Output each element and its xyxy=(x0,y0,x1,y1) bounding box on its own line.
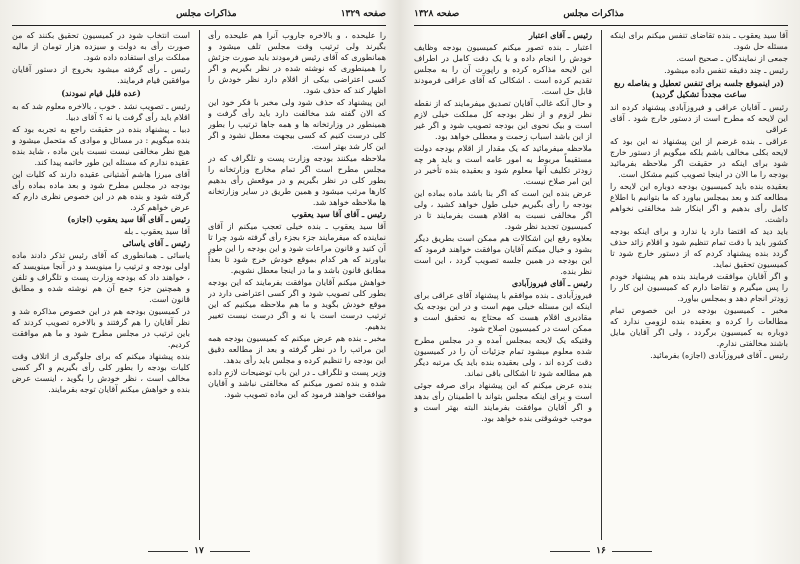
paragraph: در کمیسیون بودجه هم در این خصوص مذاکره شد و نظر آقایان را هم گرفتند و بالاخره تصویب کردند که باین ترتیب در مجلس مطرح شود و ما هم موافقت کردیم. xyxy=(12,306,190,349)
right-header-rule xyxy=(414,25,788,26)
paragraph: مخبر ـ کمیسیون بودجه در این خصوص تمام مطالعات را کرده و بعقیده بنده لزومی ندارد که دوباره به کمیسیون برگردد ، ولی اگر آقایان مایل باشند مخالفتی ندارم. xyxy=(610,305,788,348)
speaker-heading: رئیس ـ آقای آقا سید یعقوب (اجازه) xyxy=(67,214,190,224)
left-page-left-column xyxy=(12,30,190,540)
paragraph: باید دید که اقتضا دارد یا ندارد و برای اینکه بودجه کشور باید با دقت تمام تنظیم شود و اقلام زائد حذف گردد بنده پیشنهاد کردم که از دستور خارج شود تا کمیسیون تحقیق نماید. xyxy=(610,226,788,269)
paragraph: رئیس ـ تصویب نشد . خوب ، بالاخره معلوم شد که به اقلام باید رأی گرفت یا نه ؟ آقای دبیا. xyxy=(12,101,190,122)
paragraph: یاسائی ـ همانطوری که آقای رئیس تذکر دادند ماده اولی بودجه و ترتیب را مینویسد و در آنجا مینویسد که ، خواهند داد که بودجه وزارت پست و تلگراف و تلفن و همچنین جزء جمع آن هم نوشته شده و مطابق قانون است. xyxy=(12,250,190,304)
paragraph: رئیس ـ رأی گرفته میشود بخروج از دستور آقایان موافقین قیام فرمایند. xyxy=(12,64,190,85)
left-page-number-label: صفحه ۱۳۲۹ xyxy=(340,9,386,19)
paragraph: را علیحده ، و بالاخره جاروب آنرا هم علیحده رأی بگیرند ولی ترتیب وقت مجلس تلف میشود و همانطوری که آقای رئیس فرمودند باید صورت جزئش را همینطوری که نوشته شده در نظر بگیریم و اگر کسی اعتراضی بیکی از اقلام دارد نظر خودش را اظهار کند که حذف شود. xyxy=(208,30,386,95)
right-page-header xyxy=(414,6,788,22)
left-page-title: مذاکرات مجلس xyxy=(176,9,237,19)
paragraph: اعتبار ـ بنده تصور میکنم کمیسیون بودجه وظایف خودش را انجام داده و با یک دقت کامل در اطراف این لایحه مذاکره کرده و راپورت آن را به مجلس تقدیم کرده است . اشکالی که آقای عراقی فرمودند قابل حل است. xyxy=(414,42,592,96)
paragraph: وقتیکه یک لایحه بمجلس آمده و در مجلس مطرح شده معلوم میشود تمام جزئیات آن را در کمیسیون دقت کرده اند ، ولی بعقیده بنده باید یک مرتبه دیگر هم مطالعه شود تا اشکالی باقی نماند. xyxy=(414,335,592,378)
left-page-right-column xyxy=(208,30,386,540)
paragraph: آقا سید یعقوب ـ بنده خیلی تعجب میکنم از آقای نماینده که میفرمایند جزء بجزء رأی گرفته شود چرا تا آن کنید و قانون مراعات شود و این بودجه را این طور بیاورند که هر کدام بموقع خودش خرج شود تا بعداً مطابق قانون باشد و ما در اینجا معطل نشویم. xyxy=(208,221,386,275)
left-page-header xyxy=(12,6,386,22)
speaker-heading: رئیس ـ آقای یاسائی xyxy=(122,238,190,248)
right-footer-page-number: ۱۶ xyxy=(596,546,606,556)
left-page-footer xyxy=(12,544,386,558)
paragraph: بعقیده بنده باید کمیسیون بودجه دوباره این لایحه را مطالعه کند و بعد بمجلس بیاورد که ما بتوانیم با اطلاع کامل رأی بدهیم و اگر اینکار شد مخالفتی نخواهم داشت. xyxy=(610,181,788,224)
paragraph: رئیس ـ آقایان عراقی و فیروزآبادی پیشنهاد کرده اند این لایحه که مطرح است از دستور خارج شود . آقای عراقی xyxy=(610,102,788,134)
paragraph: آقا سید یعقوب ـ بله xyxy=(123,226,190,236)
right-page xyxy=(402,0,800,564)
paragraph: وزیر پست و تلگراف ـ در این باب توضیحات لازم داده شده و بنده تصور میکنم که مخالفتی نباشد و آقایان موافقت خواهند فرمود که این ماده تصویب شود. xyxy=(208,367,386,399)
paragraph: ملاحظه میکنند بودجه وزارت پست و تلگراف که در مجلس مطرح است اگر تمام مخارج وزارتخانه را بطور کلی در نظر بگیریم و در موقعش رأی بدهیم کارها مرتب میشود و همین طریق در سایر وزارتخانه ها ملاحظه خواهد شد. xyxy=(208,153,386,207)
paragraph: فیروزآبادی ـ بنده موافقم با پیشنهاد آقای عراقی برای اینکه این مسئله خیلی مهم است و در این بودجه یک مقادیری اقلام هست که محتاج به تحقیق است و ممکن است در کمیسیون اصلاح شود. xyxy=(414,290,592,333)
speaker-heading: رئیس ـ آقای آقا سید یعقوب xyxy=(291,209,386,219)
paragraph: عراقی ـ بنده غرضم از این پیشنهاد نه این بود که لایحه بکلی مخالف باشم بلکه میگویم از دستور خارج شود برای اینکه در حقیقت اگر ملاحظه بفرمائید بودجه را ما الان در اینجا تصویب کنیم مشکل است. xyxy=(610,136,788,179)
paragraph: و اگر آقایان موافقت فرمایند بنده هم پیشنهاد خودم را پس میگیرم و تقاضا دارم که کمیسیون این کار را زودتر انجام دهد و بمجلس بیاورد. xyxy=(610,271,788,303)
left-column-divider xyxy=(199,30,200,540)
paragraph: خواهش میکنم آقایان موافقت بفرمایند که این بودجه بطور کلی تصویب شود و اگر کسی اعتراضی دارد در موقع خودش بگوید و ما هم ملاحظه میکنیم که این ترتیب درست است یا نه و اگر درست نیست تغییر بدهیم. xyxy=(208,277,386,331)
paragraph: بنده عرض میکنم که این پیشنهاد برای صرفه جوئی است و برای اینکه مجلس بتواند با اطمینان رأی بدهد و اگر آقایان موافقت بفرمایند البته بهتر است و موجب خوشوقتی بنده خواهد بود. xyxy=(414,380,592,423)
speaker-heading: رئیس ـ آقای فیروزآبادی xyxy=(511,278,592,288)
paragraph: رئیس ـ آقای فیروزآبادی (اجازه) بفرمائید. xyxy=(650,350,788,360)
speaker-heading: رئیس ـ آقای اعتبار xyxy=(528,30,592,40)
paragraph: مخبر ـ بنده هم عرض میکنم که کمیسیون بودجه همه این مراتب را در نظر گرفته و بعد از مطالعه دقیق این بودجه را تنظیم کرده و مجلس باید رأی بدهد. xyxy=(208,333,386,365)
paragraph: بنده پیشنهاد میکنم که برای جلوگیری از اتلاف وقت کلیات بودجه را بطور کلی رأی بگیریم و اگر کسی مخالف است ، نظر خودش را بگوید ، اینست عرض بنده و خواهش میکنم آقایان توجه بفرمایند. xyxy=(12,351,190,394)
paragraph: است انتخاب شود در کمیسیون تحقیق بکنند که من صورت رأی به دولت و سیزده هزار تومان از مالیه مملکت برای استفاده داده شود. xyxy=(12,30,190,62)
paragraph: جمعی از نمایندگان ـ صحیح است. xyxy=(676,53,788,63)
stage-note: (در اینموقع جلسه برای تنفس تعطیل و بفاصله ربع ساعت مجدداً تشکیل گردید) xyxy=(614,78,784,99)
left-header-rule xyxy=(12,25,386,26)
paragraph: و حال آنکه غالب آقایان تصدیق میفرمایند که از نقطه نظر لزوم و از نظر بودجه کل مملکت خیلی لازم است و بیک نحوی این بودجه تصویب شود و اگر غیر از این باشد اسباب زحمت و معطلی خواهد بود. xyxy=(414,98,592,141)
right-page-right-column xyxy=(610,30,788,540)
paragraph: بعلاوه رفع این اشکالات هم ممکن است بطریق دیگر بشود و خیال میکنم آقایان موافقت خواهند فرمود که این بودجه در همین جلسه تصویب گردد ، این است نظر بنده. xyxy=(414,233,592,276)
right-page-left-column xyxy=(414,30,592,540)
paragraph: رئیس ـ چند دقیقه تنفس داده میشود. xyxy=(664,65,788,75)
right-page-footer xyxy=(414,544,788,558)
paragraph: عرض بنده این است که اگر بنا باشد ماده بماده این بودجه را رأی بگیریم خیلی طول خواهد کشید ، ولی اگر مخالفی نسبت به اقلام هست بفرمایند تا در کمیسیون تجدید نظر شود. xyxy=(414,188,592,231)
paragraph: آقا سید یعقوب ـ بنده تقاضای تنفس میکنم برای اینکه مسئله حل شود. xyxy=(610,30,788,51)
right-page-number-label: صفحه ۱۳۲۸ xyxy=(414,9,460,19)
stage-note: (عده قلیل قیام نمودند) xyxy=(61,88,141,98)
left-footer-page-number: ۱۷ xyxy=(194,546,204,556)
paragraph: دبیا ـ پیشنهاد بنده در حقیقت راجع به تجربه بود که بنده میگویم : در مسائل و موادی که متحمل میشود و هیچ نظر مخالفی نیست نسبت باین ماده ، شاید بنده عقیده ندارم که مسئله این طور خاتمه پیدا کند. xyxy=(12,124,190,167)
right-column-divider xyxy=(601,30,602,540)
paragraph: ملاحظه میفرمائید که یک مقدار از اقلام بودجه دولت مستقیماً مربوط به امور عامه است و باید هر چه زودتر تکلیف آنها معلوم شود و بعقیده بنده تأخیر در این امر صلاح نیست. xyxy=(414,143,592,186)
paragraph: آقای میرزا هاشم آشتیانی عقیده دارند که کلیات این بودجه در مجلس مطرح شود و بعد ماده بماده رأی گرفته شود و بنده هم در این خصوص نظری دارم که عرض خواهم کرد. xyxy=(12,169,190,212)
right-page-title: مذاکرات مجلس xyxy=(563,9,624,19)
left-page xyxy=(0,0,398,564)
paragraph: این پیشنهاد که حذف شود ولی مخبر با فکر خود این که الان گفته شد مخالفت دارد باید رأی گرفت و همینطور در وزارتخانه ها و همه جاها ترتیب را بطور کلی درست کنیم که کسی بیجهت معطل نشود و اگر این کار شد بهتر است. xyxy=(208,97,386,151)
